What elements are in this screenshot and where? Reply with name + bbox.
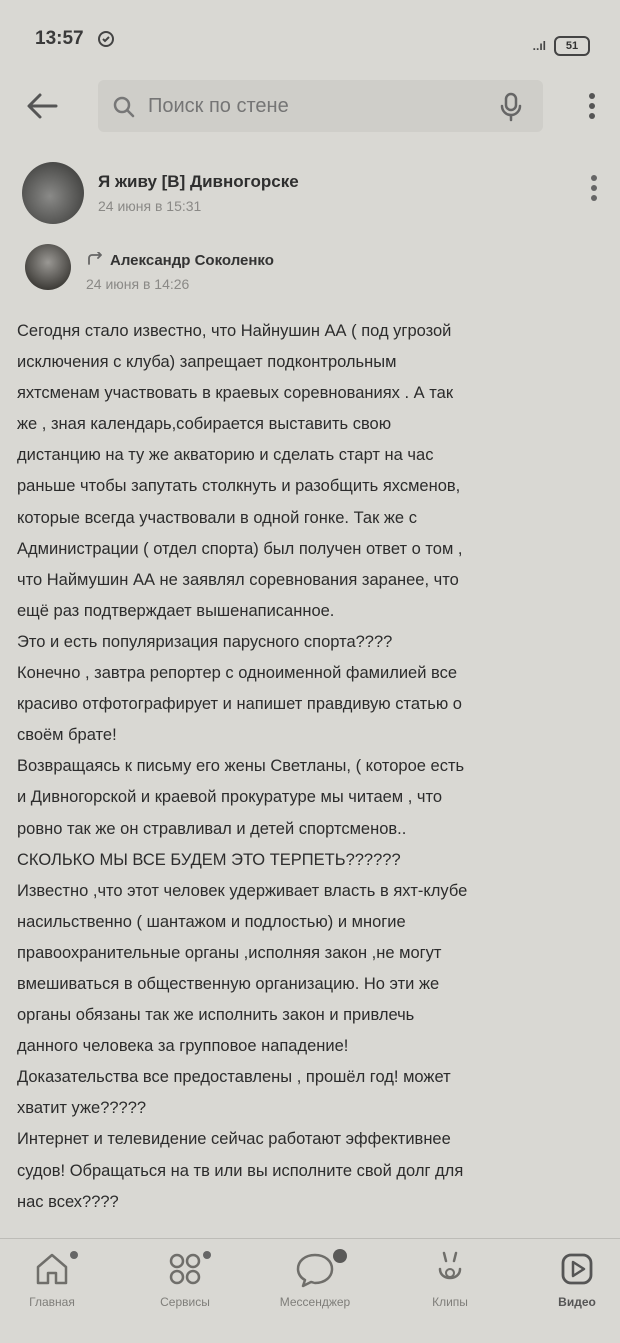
battery-level: 51 xyxy=(565,40,579,52)
back-button[interactable] xyxy=(22,86,62,126)
post-line: красиво отфотографирует и напишет правдивую статью о xyxy=(17,695,462,714)
sync-icon xyxy=(97,30,115,53)
repost-icon xyxy=(86,252,104,273)
post-line: ровно так же он стравливал и детей спортсменов.. xyxy=(17,819,407,838)
search-icon xyxy=(112,95,136,124)
repost-date: 24 июня в 14:26 xyxy=(86,276,190,292)
post-line: Администрации ( отдел спорта) был получен ответ о том , xyxy=(17,539,463,558)
status-indicators xyxy=(533,36,590,56)
back-arrow-icon xyxy=(22,86,62,126)
nav-video[interactable] xyxy=(527,1249,620,1309)
group-name[interactable]: Я живу [В] Дивногорске xyxy=(98,172,299,191)
notification-dot xyxy=(203,1251,211,1259)
home-icon xyxy=(32,1249,72,1289)
nav-home-label: Главная xyxy=(29,1295,75,1309)
nav-clips-label: Клипы xyxy=(432,1295,468,1309)
repost-header xyxy=(0,240,620,300)
nav-services-label: Сервисы xyxy=(160,1295,210,1309)
status-time: 13:57 xyxy=(35,28,84,49)
post-line: которые всегда участвовали в одной гонке. Так же с xyxy=(17,508,417,527)
post-line: дистанцию на ту же акваторию и сделать старт на час xyxy=(17,446,434,465)
post-line: вмешиваться в общественную организацию. Но эти же xyxy=(17,974,440,993)
post-line: органы обязаны так же исполнить закон и привлечь xyxy=(17,1006,415,1025)
author-avatar[interactable] xyxy=(25,244,71,290)
nav-home[interactable] xyxy=(2,1249,102,1309)
post-line: Интернет и телевидение сейчас работают эффективнее xyxy=(17,1130,451,1149)
post-line: судов! Обращаться на тв или вы исполните свой долг для xyxy=(17,1161,464,1180)
video-icon xyxy=(557,1249,597,1289)
search-box[interactable] xyxy=(98,80,543,132)
clips-icon xyxy=(430,1249,470,1289)
nav-services[interactable] xyxy=(135,1249,235,1309)
post-line: ещё раз подтверждает вышенаписанное. xyxy=(17,601,335,620)
bottom-nav xyxy=(0,1238,620,1343)
services-icon xyxy=(165,1249,205,1289)
nav-messenger[interactable] xyxy=(265,1249,365,1309)
post-line: нас всех???? xyxy=(17,1192,119,1211)
post-line: данного человека за групповое нападение! xyxy=(17,1037,349,1056)
post-line: же , зная календарь,собирается выставить свою xyxy=(17,415,392,434)
group-avatar[interactable] xyxy=(22,162,84,224)
post-text xyxy=(17,316,607,1218)
post-line: правоохранительные органы ,исполняя закон ,не могут xyxy=(17,943,442,962)
post-line: Сегодня стало известно, что Найнушин АА ( под угрозой xyxy=(17,322,452,340)
post-line: Доказательства все предоставлены , прошёл год! может xyxy=(17,1068,451,1087)
battery-icon xyxy=(554,36,590,56)
messenger-icon xyxy=(293,1249,337,1289)
microphone-icon[interactable] xyxy=(499,92,523,127)
unread-badge xyxy=(333,1249,347,1263)
more-vertical-icon[interactable] xyxy=(588,92,596,125)
nav-messenger-label: Мессенджер xyxy=(279,1295,351,1309)
post-line: СКОЛЬКО МЫ ВСЕ БУДЕМ ЭТО ТЕРПЕТЬ?????? xyxy=(17,850,401,869)
post-line: своём брате! xyxy=(17,726,117,745)
post-line: Известно ,что этот человек удерживает власть в яхт-клубе xyxy=(17,881,468,900)
nav-video-label: Видео xyxy=(558,1295,596,1309)
post-line: что Наймушин АА не заявлял соревнования заранее, что xyxy=(17,570,459,589)
status-bar xyxy=(0,0,620,70)
post-line: Это и есть популяризация парусного спорта???? xyxy=(17,632,393,651)
post-date: 24 июня в 15:31 xyxy=(98,198,202,214)
post-line: яхтсменам участвовать в краевых соревнованиях . А так xyxy=(17,384,454,403)
post-line: и Дивногорской и краевой прокуратуре мы читаем , что xyxy=(17,788,443,807)
signal-icon: ..ıl xyxy=(532,39,546,53)
post-line: насильственно ( шантажом и подлостью) и многие xyxy=(17,912,406,931)
group-header xyxy=(0,150,620,230)
nav-clips[interactable] xyxy=(400,1249,500,1309)
post-line: исключения с клуба) запрещает подконтрольным xyxy=(17,353,397,372)
post-line: Возвращаясь к письму его жены Светланы, ( которое есть xyxy=(17,757,465,776)
post-line: Конечно , завтра репортер с одноименной фамилией все xyxy=(17,664,458,683)
search-input[interactable] xyxy=(148,95,488,118)
post-line: хватит уже????? xyxy=(17,1099,147,1118)
notification-dot xyxy=(70,1251,78,1259)
post-line: раньше чтобы запутать столкнуть и разобщить яхсменов, xyxy=(17,477,461,496)
post-menu-icon[interactable] xyxy=(590,174,598,207)
author-name[interactable]: Александр Соколенко xyxy=(110,252,274,269)
top-bar xyxy=(0,70,620,140)
